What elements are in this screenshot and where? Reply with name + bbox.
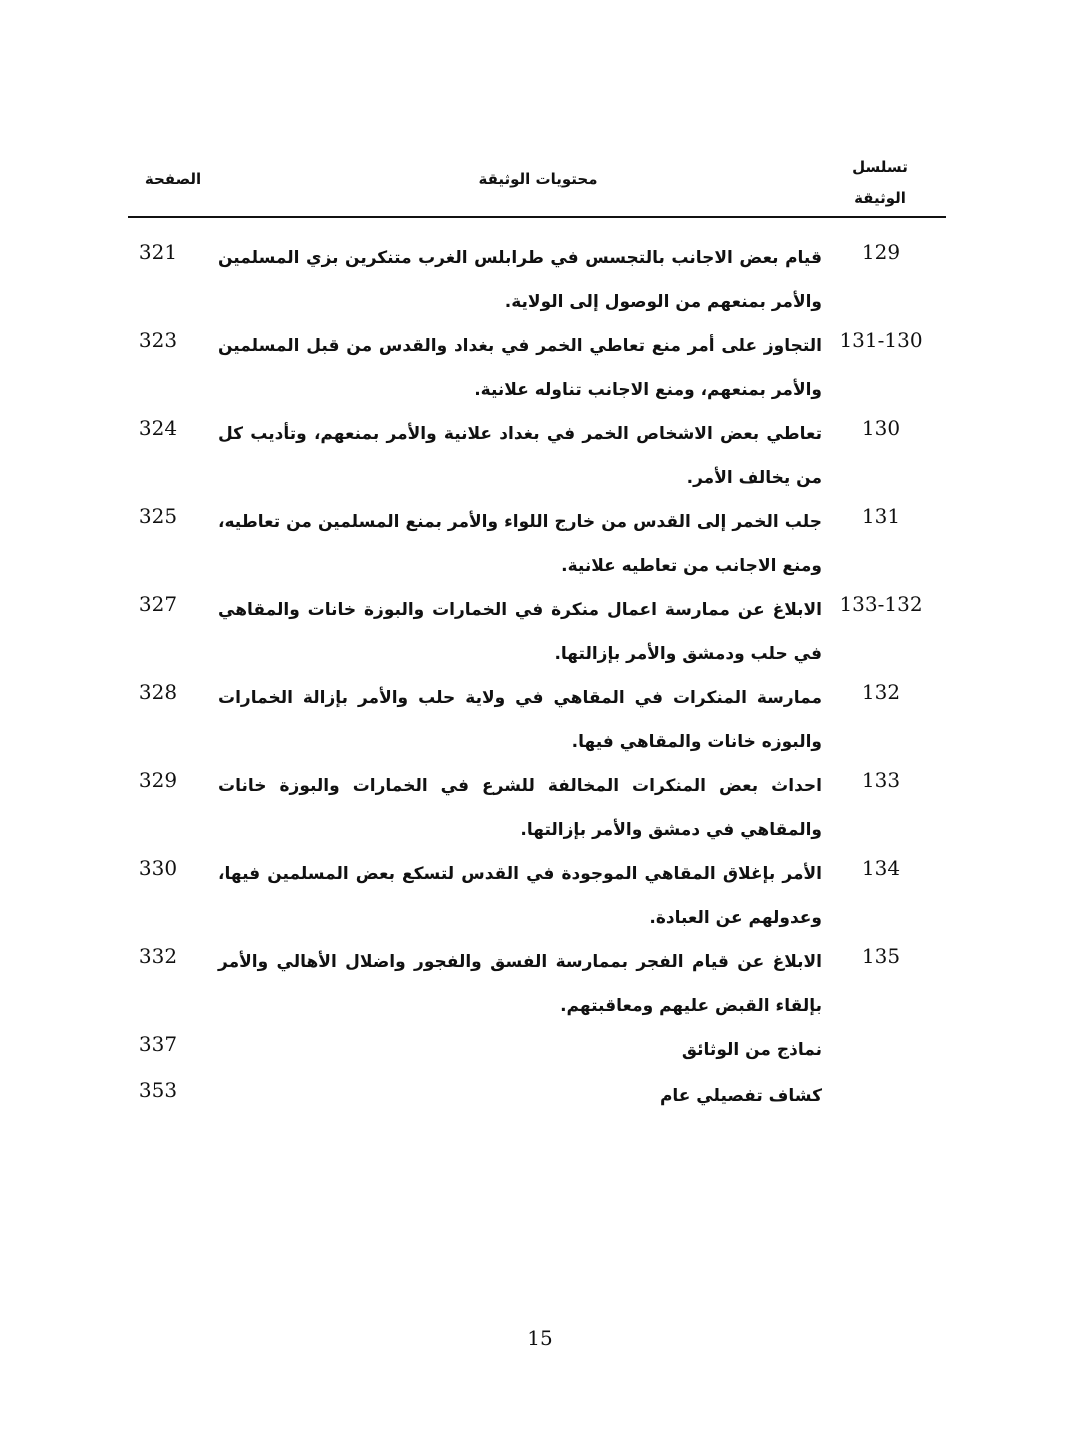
row-page: 332 [138,944,178,968]
row-text: تعاطي بعض الاشخاص الخمر في بغداد علانية والأمر بمنعهم، وتأديب كل من يخالف الأمر. [218,424,822,488]
table-row [128,324,946,412]
row-text: الأمر بإغلاق المقاهي الموجودة في القدس لتسكع بعض المسلمين فيها، وعدولهم عن العبادة. [218,864,822,928]
table-row [128,1028,946,1074]
header-contents: محتويات الوثيقة [478,170,598,188]
row-serial: 132 [861,680,901,704]
row-page: 325 [138,504,178,528]
table-row [128,764,946,852]
row-text: الابلاغ عن ممارسة اعمال منكرة في الخمارات والبوزة خانات والمقاهي في حلب ودمشق والأمر بإزالتها. [218,600,822,664]
table-body [128,236,946,1120]
row-serial: 135 [861,944,901,968]
header-page: الصفحة [144,170,202,188]
row-page: 337 [138,1032,178,1056]
header-serial-line1: تسلسل [852,158,908,176]
row-text: قيام بعض الاجانب بالتجسس في طرابلس الغرب متنكرين بزي المسلمين والأمر بمنعهم من الوصول إلى الولاية. [218,248,822,312]
table-row [128,588,946,676]
table-row [128,236,946,324]
row-text: احداث بعض المنكرات المخالفة للشرع في الخمارات والبوزة خانات والمقاهي في دمشق والأمر بإزالتها. [218,776,822,840]
header-serial-line2: الوثيقة [854,189,906,207]
row-serial: 130 [861,416,901,440]
row-serial: 133-132 [839,592,923,616]
table-row [128,676,946,764]
row-page: 321 [138,240,178,264]
row-text: ممارسة المنكرات في المقاهي في ولاية حلب والأمر بإزالة الخمارات والبوزه خانات والمقاهي فيها. [218,688,822,752]
row-serial: 134 [861,856,901,880]
row-text: جلب الخمر إلى القدس من خارج اللواء والأمر بمنع المسلمين من تعاطيه، ومنع الاجانب من تعاطيه علانية. [218,512,822,576]
row-page: 323 [138,328,178,352]
page-number: 15 [527,1326,553,1350]
row-page: 330 [138,856,178,880]
table-row [128,852,946,940]
row-page: 324 [138,416,178,440]
row-text: الابلاغ عن قيام الفجر بممارسة الفسق والفجور واضلال الأهالي والأمر بإلقاء القبض عليهم ومعاقبتهم. [218,952,822,1016]
header-serial [840,152,920,214]
row-serial: 129 [861,240,901,264]
row-page: 353 [138,1078,178,1102]
table-row [128,500,946,588]
row-text: نماذج من الوثائق [681,1040,822,1060]
row-text: كشاف تفصيلي عام [659,1086,822,1106]
row-serial: 133 [861,768,901,792]
row-serial: 131 [861,504,901,528]
table-row [128,412,946,500]
row-page: 327 [138,592,178,616]
row-text: التجاوز على أمر منع تعاطي الخمر في بغداد والقدس من قبل المسلمين والأمر بمنعهم، ومنع الاجانب تناوله علانية. [218,336,822,400]
row-page: 328 [138,680,178,704]
table-row [128,940,946,1028]
row-page: 329 [138,768,178,792]
table-row [128,1074,946,1120]
row-serial: 131-130 [839,328,923,352]
table-header [128,150,946,218]
